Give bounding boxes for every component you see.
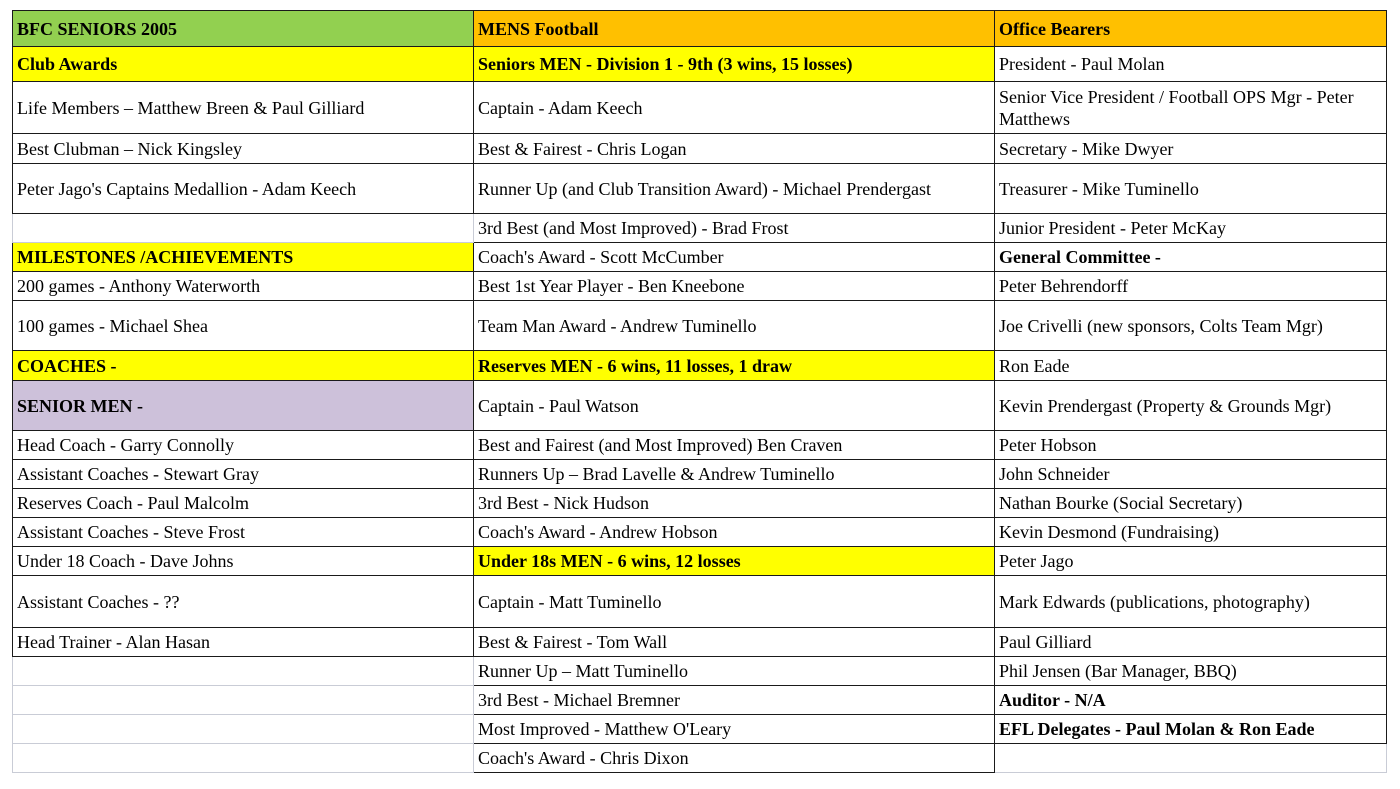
table-row	[13, 82, 1387, 134]
empty-cell	[995, 744, 1387, 773]
empty-cell	[13, 657, 474, 686]
table-cell: Captain - Matt Tuminello	[474, 576, 995, 628]
table-cell: Junior President - Peter McKay	[995, 214, 1387, 243]
empty-cell	[13, 715, 474, 744]
table-cell: Assistant Coaches - Stewart Gray	[13, 460, 474, 489]
empty-cell	[13, 214, 474, 243]
table-cell: Team Man Award - Andrew Tuminello	[474, 301, 995, 351]
table-cell: President - Paul Molan	[995, 47, 1387, 82]
header-cell-office-bearers: Office Bearers	[995, 11, 1387, 47]
section-reserves-men: Reserves MEN - 6 wins, 11 losses, 1 draw	[474, 351, 995, 381]
table-cell: Under 18 Coach - Dave Johns	[13, 547, 474, 576]
table-cell: Peter Hobson	[995, 431, 1387, 460]
table-row	[13, 460, 1387, 489]
table-row	[13, 489, 1387, 518]
table-cell: Coach's Award - Andrew Hobson	[474, 518, 995, 547]
table-row	[13, 47, 1387, 82]
table-row	[13, 381, 1387, 431]
table-cell: Runner Up (and Club Transition Award) - Michael Prendergast	[474, 164, 995, 214]
section-milestones: MILESTONES /ACHIEVEMENTS	[13, 243, 474, 272]
table-row	[13, 431, 1387, 460]
table-cell: Head Trainer - Alan Hasan	[13, 628, 474, 657]
table-row	[13, 243, 1387, 272]
table-row	[13, 272, 1387, 301]
header-cell-mens-football: MENS Football	[474, 11, 995, 47]
table-cell: Head Coach - Garry Connolly	[13, 431, 474, 460]
table-row	[13, 547, 1387, 576]
table-cell: Runners Up – Brad Lavelle & Andrew Tuminello	[474, 460, 995, 489]
table-row	[13, 518, 1387, 547]
section-seniors-men: Seniors MEN - Division 1 - 9th (3 wins, 15 losses)	[474, 47, 995, 82]
section-club-awards: Club Awards	[13, 47, 474, 82]
section-general-committee: General Committee -	[995, 243, 1387, 272]
table-cell: Assistant Coaches - Steve Frost	[13, 518, 474, 547]
table-cell: 200 games - Anthony Waterworth	[13, 272, 474, 301]
section-senior-men: SENIOR MEN -	[13, 381, 474, 431]
empty-cell	[13, 686, 474, 715]
table-cell: Runner Up – Matt Tuminello	[474, 657, 995, 686]
table-cell: 3rd Best - Michael Bremner	[474, 686, 995, 715]
header-row	[13, 11, 1387, 47]
table-cell: Best and Fairest (and Most Improved) Ben Craven	[474, 431, 995, 460]
table-cell: Most Improved - Matthew O'Leary	[474, 715, 995, 744]
table-cell: Reserves Coach - Paul Malcolm	[13, 489, 474, 518]
table-cell: Best Clubman – Nick Kingsley	[13, 134, 474, 164]
table-cell: Coach's Award - Scott McCumber	[474, 243, 995, 272]
table-row	[13, 134, 1387, 164]
table-cell: Assistant Coaches - ??	[13, 576, 474, 628]
table-cell: Best & Fairest - Chris Logan	[474, 134, 995, 164]
header-cell-bfc-seniors: BFC SENIORS 2005	[13, 11, 474, 47]
table-row	[13, 164, 1387, 214]
table-row	[13, 214, 1387, 243]
table-row	[13, 351, 1387, 381]
table-cell: Phil Jensen (Bar Manager, BBQ)	[995, 657, 1387, 686]
table-cell: Kevin Prendergast (Property & Grounds Mgr)	[995, 381, 1387, 431]
table-cell: Joe Crivelli (new sponsors, Colts Team Mgr)	[995, 301, 1387, 351]
table-row	[13, 628, 1387, 657]
table-cell: Captain - Adam Keech	[474, 82, 995, 134]
table-cell: Coach's Award - Chris Dixon	[474, 744, 995, 773]
table-cell: Best & Fairest - Tom Wall	[474, 628, 995, 657]
table-cell: 3rd Best - Nick Hudson	[474, 489, 995, 518]
table-cell: Peter Jago's Captains Medallion - Adam Keech	[13, 164, 474, 214]
table-cell: Kevin Desmond (Fundraising)	[995, 518, 1387, 547]
section-efl-delegates: EFL Delegates - Paul Molan & Ron Eade	[995, 715, 1387, 744]
table-cell: Peter Behrendorff	[995, 272, 1387, 301]
table-row	[13, 576, 1387, 628]
empty-cell	[13, 744, 474, 773]
table-row	[13, 686, 1387, 715]
table-cell: Peter Jago	[995, 547, 1387, 576]
table-cell: Ron Eade	[995, 351, 1387, 381]
section-coaches: COACHES -	[13, 351, 474, 381]
table-cell: Captain - Paul Watson	[474, 381, 995, 431]
table-cell: 100 games - Michael Shea	[13, 301, 474, 351]
table-row	[13, 301, 1387, 351]
table-cell: Senior Vice President / Football OPS Mgr - Peter Matthews	[995, 82, 1387, 134]
table-row	[13, 657, 1387, 686]
table-row	[13, 715, 1387, 744]
table-cell: Mark Edwards (publications, photography)	[995, 576, 1387, 628]
table-cell: Paul Gilliard	[995, 628, 1387, 657]
table-cell: 3rd Best (and Most Improved) - Brad Frost	[474, 214, 995, 243]
section-auditor: Auditor - N/A	[995, 686, 1387, 715]
table-cell: Nathan Bourke (Social Secretary)	[995, 489, 1387, 518]
table-cell: John Schneider	[995, 460, 1387, 489]
awards-table	[12, 10, 1387, 773]
table-row	[13, 744, 1387, 773]
table-cell: Life Members – Matthew Breen & Paul Gilliard	[13, 82, 474, 134]
section-under-18s-men: Under 18s MEN - 6 wins, 12 losses	[474, 547, 995, 576]
table-cell: Best 1st Year Player - Ben Kneebone	[474, 272, 995, 301]
table-cell: Secretary - Mike Dwyer	[995, 134, 1387, 164]
table-cell: Treasurer - Mike Tuminello	[995, 164, 1387, 214]
